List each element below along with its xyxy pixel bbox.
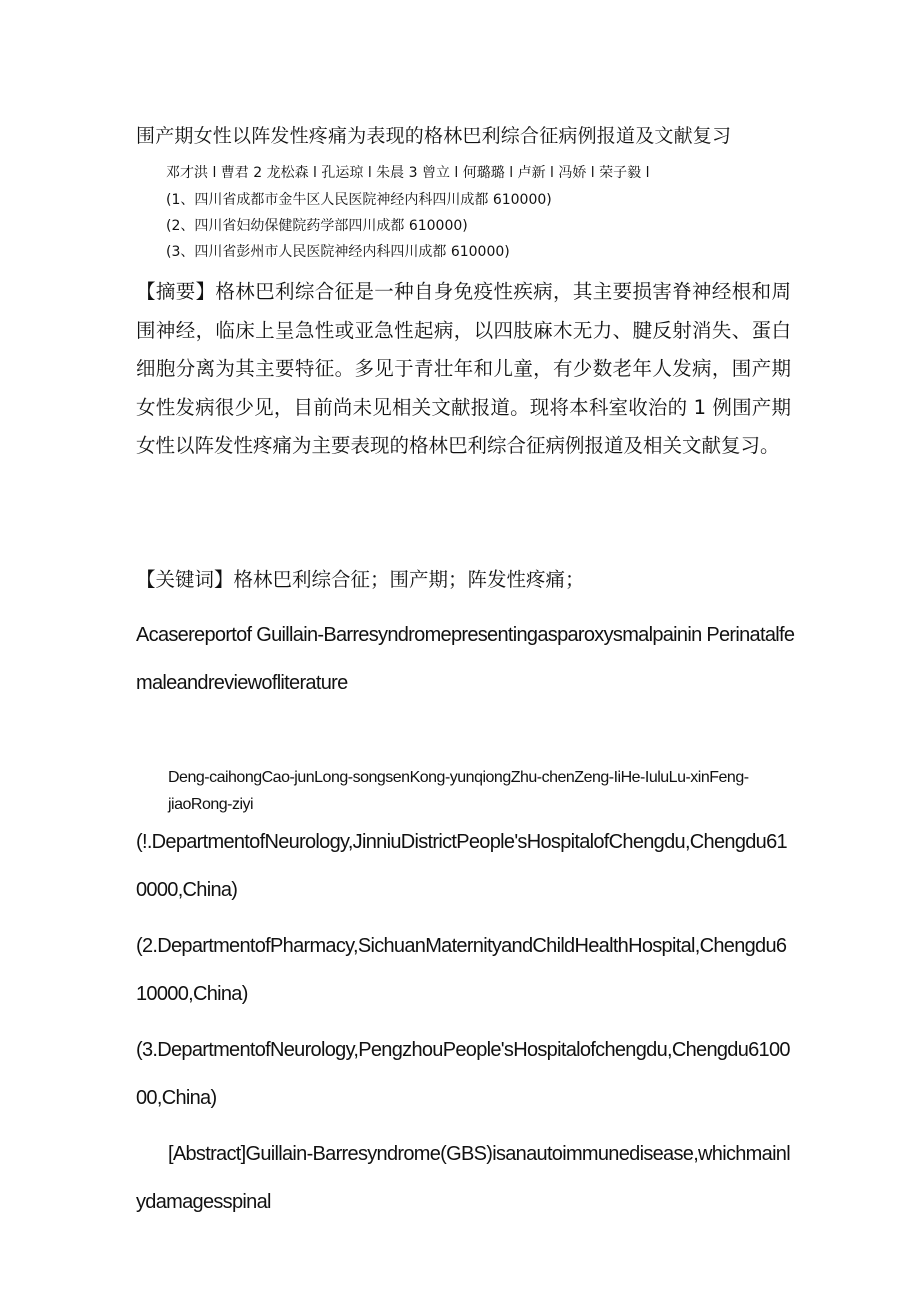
author-list: 邓才洪 l 曹君 2 龙松森 l 孔运琼 l 朱晨 3 曾立 l 何璐璐 l 卢新 l 冯娇 l 荣子毅 l <box>166 165 650 181</box>
affiliation-3: (3、四川省彭州市人民医院神经内科四川成都 610000) <box>166 244 510 260</box>
affiliation-2: (2、四川省妇幼保健院药学部四川成都 610000) <box>166 218 468 234</box>
english-author-list: Deng-caihongCao-junLong-songsenKong-yunqiongZhu-chenZeng-IiHe-IuluLu-xinFeng-jiaoRong-ziyi <box>168 769 749 813</box>
paper-title: 围产期女性以阵发性疼痛为表现的格林巴利综合征病例报道及文献复习 <box>136 125 732 147</box>
english-affiliation-1: (!.DepartmentofNeurology,JinniuDistrictPeople'sHospitalofChengdu,Chengdu610000,China) <box>136 831 787 901</box>
abstract-chinese: 【摘要】格林巴利综合征是一种自身免疫性疾病，其主要损害脊神经根和周围神经，临床上呈急性或亚急性起病，以四肢麻木无力、腱反射消失、蛋白细胞分离为其主要特征。多见于青壮年和儿童，有少数老年人发病，围产期女性发病很少见，目前尚未见相关文献报道。现将本科室收治的 1 例围产期女性以阵发性疼痛为主要表现的格林巴利综合征病例报道及相关文献复习。 <box>136 280 791 457</box>
abstract-english: [Abstract]Guillain-Barresyndrome(GBS)isanautoimmunedisease,whichmainlydamagesspinal <box>136 1143 790 1213</box>
english-title: Acasereportof Guillain-Barresyndromepresentingasparoxysmalpainin Perinatalfemaleandreviewofliterature <box>136 624 795 694</box>
affiliation-1: (1、四川省成都市金牛区人民医院神经内科四川成都 610000) <box>166 192 552 208</box>
english-affiliation-3: (3.DepartmentofNeurology,PengzhouPeople'sHospitalofchengdu,Chengdu610000,China) <box>136 1039 790 1109</box>
english-affiliation-2: (2.DepartmentofPharmacy,SichuanMaternityandChildHealthHospital,Chengdu610000,China) <box>136 935 787 1005</box>
keywords-chinese: 【关键词】格林巴利综合征；围产期；阵发性疼痛； <box>136 568 585 591</box>
